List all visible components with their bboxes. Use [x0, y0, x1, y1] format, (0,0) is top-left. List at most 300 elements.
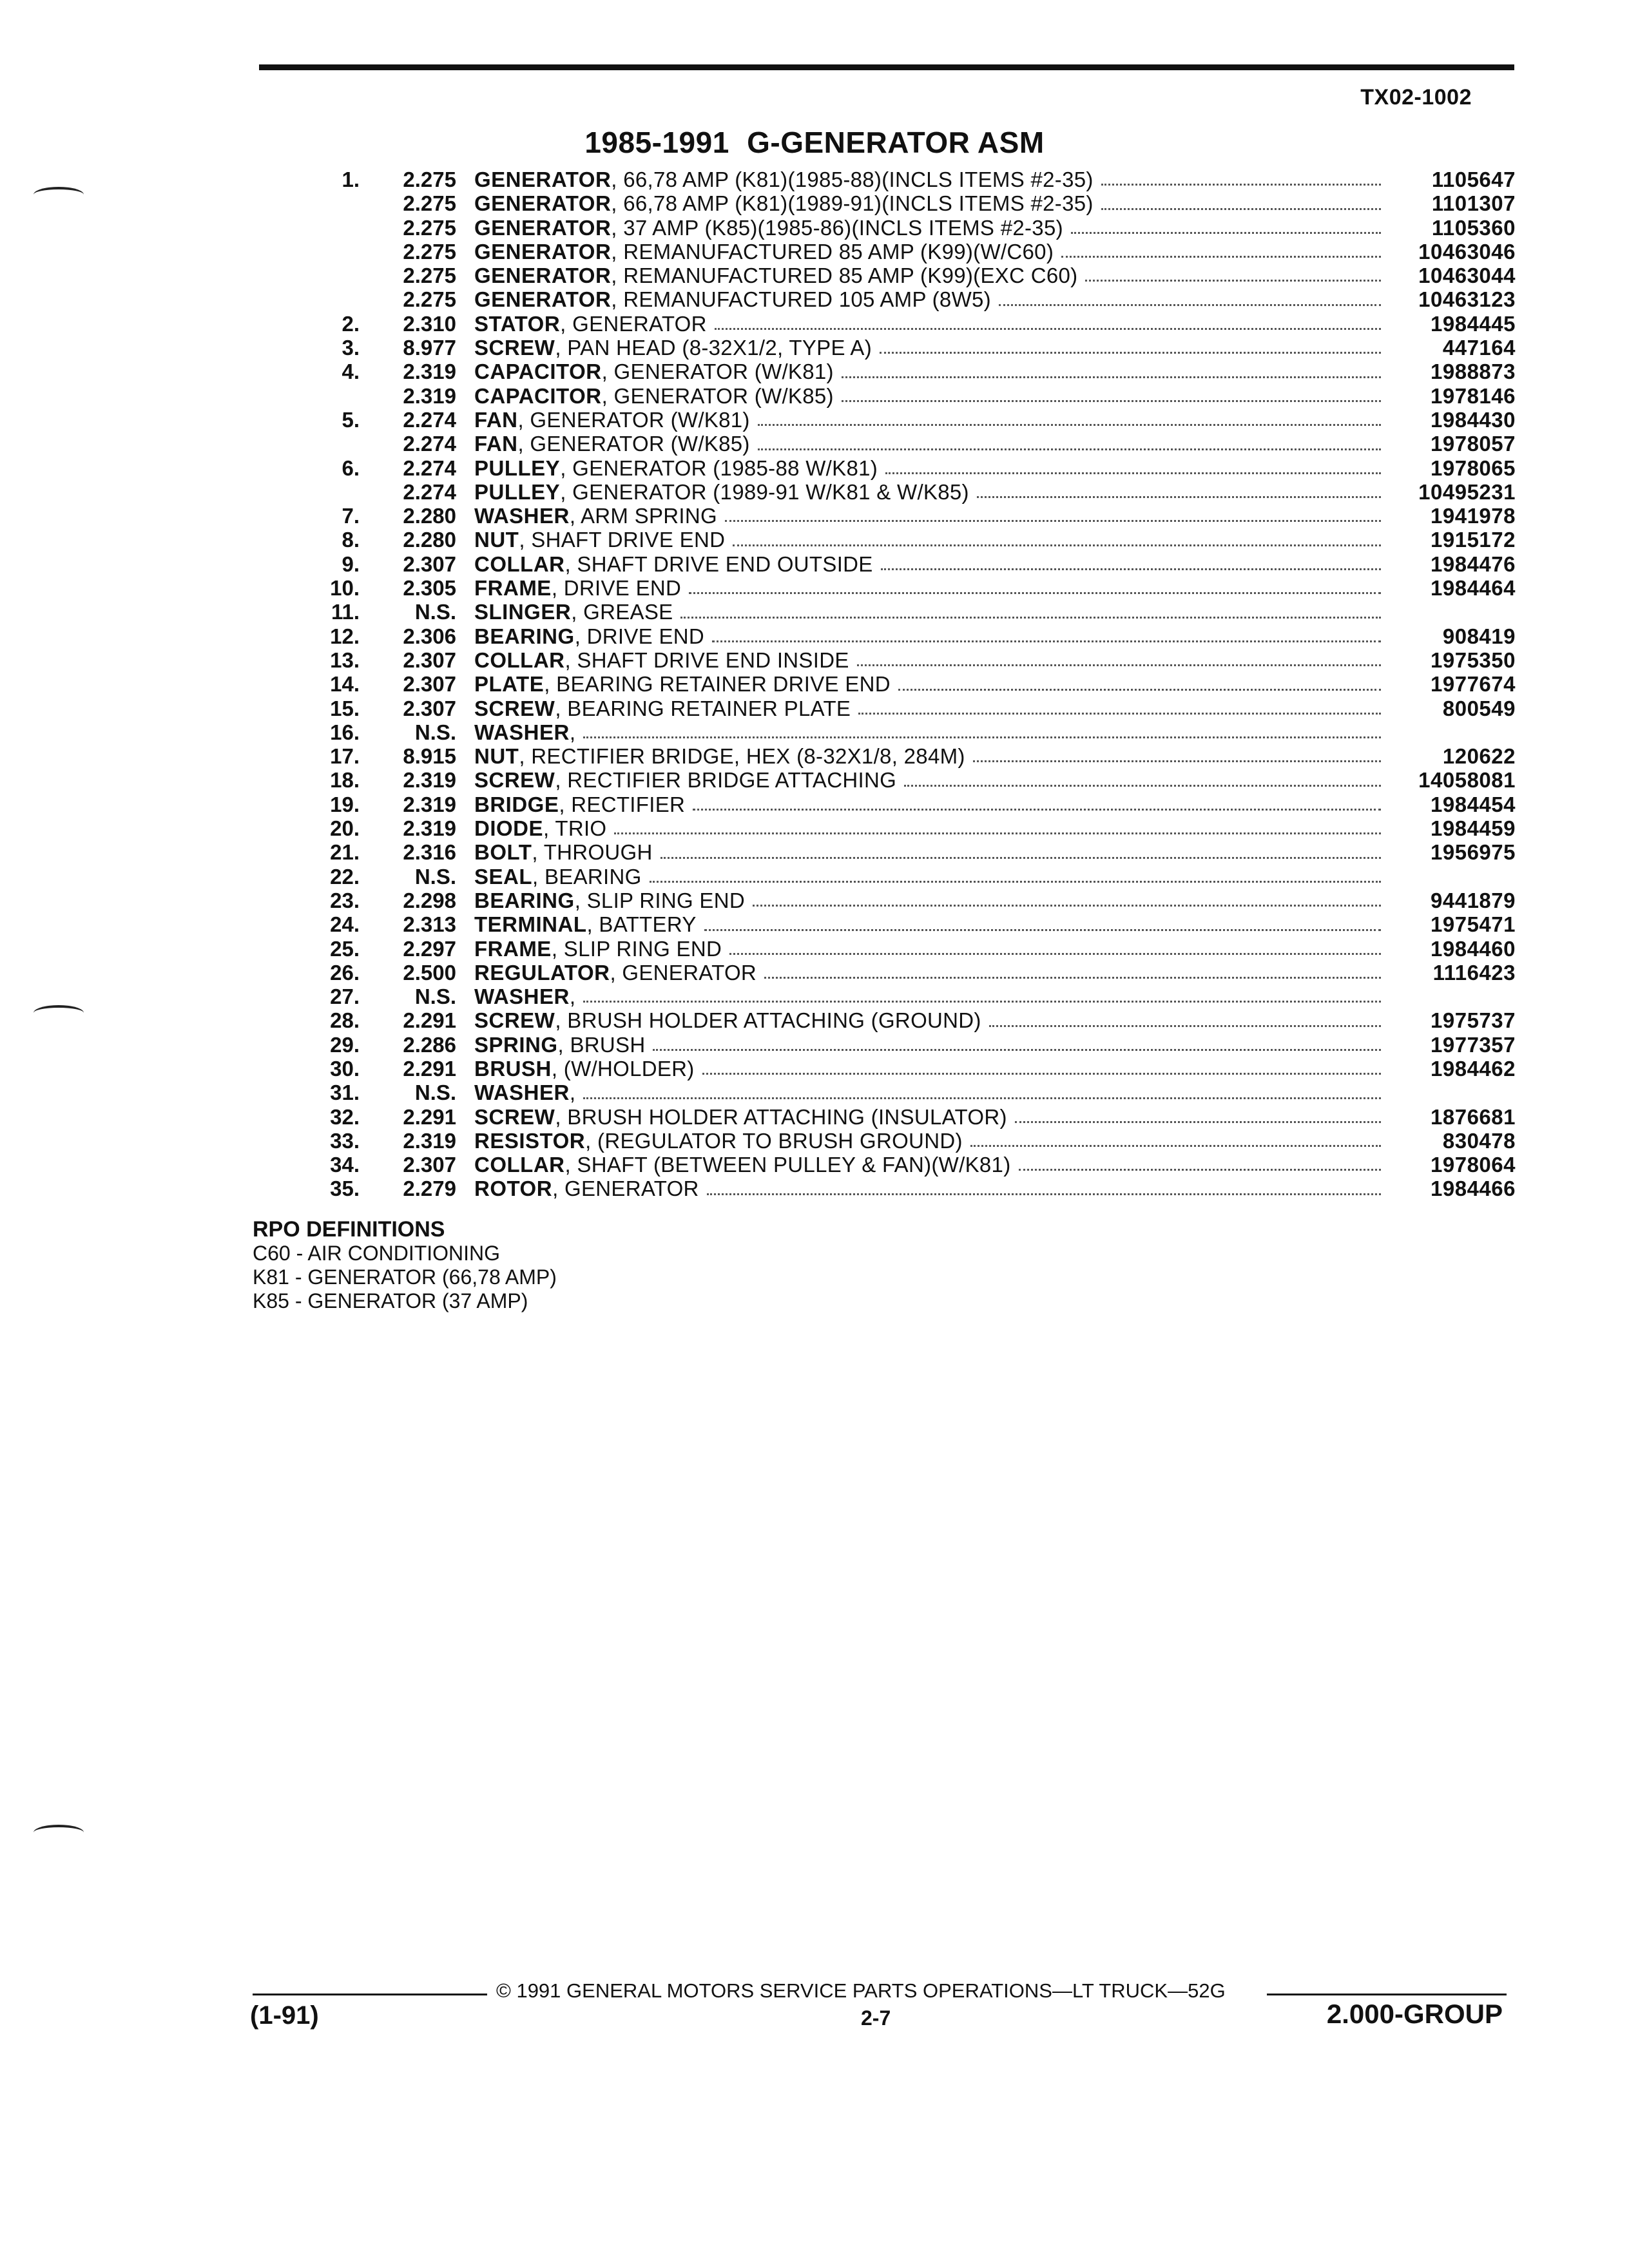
part-number: 9441879 [1431, 888, 1516, 912]
part-row [245, 1008, 1522, 1032]
part-number: 1984454 [1431, 792, 1516, 816]
part-name: SCREW [474, 336, 555, 360]
part-name: WASHER [474, 985, 570, 1009]
item-number: 19. [330, 792, 360, 816]
part-name: TERMINAL [474, 912, 587, 937]
group-number: 2.275 [403, 168, 456, 191]
part-number: 1978064 [1431, 1153, 1516, 1177]
group-number: 8.977 [403, 336, 456, 360]
part-detail: , REMANUFACTURED 85 AMP (K99)(W/C60) [611, 239, 1054, 264]
group-number: 2.274 [403, 432, 456, 456]
leader-dots [1085, 264, 1381, 282]
group-number: 2.307 [403, 696, 456, 720]
group-number: 2.319 [403, 383, 456, 408]
group-number: 2.274 [403, 479, 456, 504]
part-description [474, 552, 1386, 576]
binder-mark [34, 1005, 84, 1021]
item-number: 21. [330, 840, 360, 865]
document-code: TX02-1002 [1360, 85, 1472, 110]
part-row [245, 432, 1522, 456]
group-number: 2.274 [403, 407, 456, 432]
part-number: 1116423 [1432, 960, 1516, 985]
part-description [474, 216, 1386, 240]
part-description [474, 1129, 1386, 1153]
leader-dots [880, 336, 1381, 354]
leader-dots [693, 793, 1381, 811]
part-detail: , GREASE [571, 600, 673, 624]
part-number: 1915172 [1431, 528, 1516, 552]
part-detail: , (REGULATOR TO BRUSH GROUND) [585, 1128, 963, 1153]
part-number: 10463046 [1418, 239, 1516, 264]
item-number: 8. [342, 528, 360, 552]
part-name: BOLT [474, 840, 532, 865]
part-description [474, 768, 1386, 792]
part-description [474, 408, 1386, 432]
item-number: 15. [330, 696, 360, 720]
rpo-heading: RPO DEFINITIONS [253, 1217, 445, 1242]
part-row [245, 408, 1522, 432]
part-row [245, 312, 1522, 336]
part-detail: , 66,78 AMP (K81)(1985-88)(INCLS ITEMS #2-35) [611, 168, 1094, 191]
part-row [245, 697, 1522, 720]
part-name: STATOR [474, 311, 561, 336]
part-name: BEARING [474, 624, 575, 648]
group-number: 2.280 [403, 528, 456, 552]
part-name: GENERATOR [474, 191, 612, 216]
part-description [474, 1081, 1386, 1104]
leader-dots [680, 600, 1381, 618]
part-description [474, 528, 1386, 552]
part-row [245, 191, 1522, 215]
leader-dots [1015, 1105, 1381, 1123]
part-row [245, 600, 1522, 624]
part-row [245, 744, 1522, 768]
part-name: PULLEY [474, 456, 561, 480]
part-detail: , (W/HOLDER) [551, 1056, 695, 1081]
item-number: 27. [330, 985, 360, 1009]
group-number: 2.319 [403, 768, 456, 793]
parts-list [245, 168, 1522, 1201]
part-detail: , RECTIFIER [559, 792, 686, 816]
group-number: 2.274 [403, 456, 456, 480]
part-description [474, 985, 1386, 1008]
leader-dots [1101, 191, 1381, 209]
part-description [474, 1057, 1386, 1081]
part-number: 1977357 [1431, 1032, 1516, 1057]
leader-dots [1101, 168, 1381, 186]
item-number: 30. [330, 1056, 360, 1081]
part-description [474, 1008, 1386, 1032]
part-name: PLATE [474, 672, 545, 697]
part-number: 10463123 [1418, 287, 1516, 312]
part-row [245, 816, 1522, 840]
part-description [474, 889, 1386, 912]
part-description [474, 912, 1386, 936]
group-number: 2.310 [403, 311, 456, 336]
part-description [474, 672, 1386, 696]
part-detail: , DRIVE END [574, 624, 705, 648]
group-number: 2.275 [403, 191, 456, 216]
part-name: SCREW [474, 696, 555, 720]
part-number: 10495231 [1418, 479, 1516, 504]
group-number: 2.319 [403, 360, 456, 384]
part-description [474, 1105, 1386, 1129]
item-number: 29. [330, 1032, 360, 1057]
part-detail: , GENERATOR (W/K81) [601, 360, 834, 384]
group-number: 2.291 [403, 1104, 456, 1129]
part-description [474, 336, 1386, 360]
leader-dots [758, 432, 1381, 450]
group-number: 8.915 [403, 744, 456, 769]
part-row [245, 889, 1522, 912]
leader-dots [729, 937, 1381, 955]
item-number: 9. [342, 552, 360, 576]
page-number: 2-7 [861, 2006, 891, 2030]
leader-dots [583, 720, 1381, 738]
leader-dots [715, 312, 1381, 330]
group-number: 2.275 [403, 264, 456, 288]
item-number: 18. [330, 768, 360, 793]
group-number: 2.319 [403, 1128, 456, 1153]
part-number: 447164 [1442, 336, 1516, 360]
item-number: 34. [330, 1153, 360, 1177]
group-number: 2.307 [403, 1153, 456, 1177]
leader-dots [702, 1057, 1381, 1075]
leader-dots [614, 816, 1381, 834]
part-row [245, 985, 1522, 1008]
item-number: 12. [330, 624, 360, 648]
part-description [474, 264, 1386, 287]
part-description [474, 312, 1386, 336]
part-name: FRAME [474, 576, 552, 601]
part-detail: , SHAFT DRIVE END [519, 528, 726, 552]
part-number: 1978065 [1431, 456, 1516, 480]
part-name: WASHER [474, 1081, 570, 1105]
item-number: 25. [330, 936, 360, 961]
part-detail: , THROUGH [532, 840, 653, 865]
item-number: 17. [330, 744, 360, 769]
item-number: 35. [330, 1177, 360, 1201]
item-number: 31. [330, 1081, 360, 1105]
part-detail: , BRUSH HOLDER ATTACHING (INSULATOR) [555, 1104, 1007, 1129]
copyright-notice: © 1991 GENERAL MOTORS SERVICE PARTS OPERATIONS—LT TRUCK—52G [496, 1979, 1226, 2002]
part-description [474, 648, 1386, 672]
part-name: SCREW [474, 1104, 555, 1129]
part-name: ROTOR [474, 1177, 553, 1201]
part-detail: , 66,78 AMP (K81)(1989-91)(INCLS ITEMS #2-35) [611, 191, 1094, 216]
part-number: 1105647 [1431, 168, 1516, 191]
leader-dots [904, 768, 1381, 786]
item-number: 10. [330, 576, 360, 601]
part-name: FAN [474, 407, 518, 432]
item-number: 14. [330, 672, 360, 697]
part-row [245, 840, 1522, 864]
part-detail: , [569, 1081, 576, 1105]
part-description [474, 816, 1386, 840]
part-number: 14058081 [1418, 768, 1516, 793]
group-number: N.S. [414, 600, 456, 624]
part-description [474, 287, 1386, 311]
item-number: 28. [330, 1008, 360, 1033]
part-detail: , GENERATOR (W/K85) [601, 383, 834, 408]
part-detail: , SHAFT DRIVE END INSIDE [564, 648, 849, 672]
leader-dots [973, 744, 1381, 762]
part-name: GENERATOR [474, 168, 612, 191]
part-detail: , GENERATOR [560, 311, 707, 336]
item-number: 7. [342, 504, 360, 528]
header-rule [259, 64, 1514, 70]
group-number: N.S. [414, 720, 456, 744]
item-number: 24. [330, 912, 360, 937]
part-row [245, 504, 1522, 528]
group-number: 2.500 [403, 960, 456, 985]
item-number: 23. [330, 888, 360, 912]
part-detail: , BATTERY [586, 912, 697, 937]
footer-rule-left [253, 1994, 487, 1995]
group-number: 2.291 [403, 1056, 456, 1081]
part-description [474, 1153, 1386, 1177]
part-detail: , ARM SPRING [569, 504, 717, 528]
group-number: 2.319 [403, 816, 456, 841]
part-number: 1956975 [1431, 840, 1516, 865]
part-number: 1975471 [1431, 912, 1516, 937]
leader-dots [733, 528, 1381, 546]
part-description [474, 600, 1386, 624]
binder-mark [34, 187, 84, 202]
group-number: N.S. [414, 985, 456, 1009]
item-number: 22. [330, 864, 360, 889]
item-number: 33. [330, 1128, 360, 1153]
group-number: 2.307 [403, 672, 456, 697]
part-number: 1978146 [1431, 383, 1516, 408]
part-row [245, 1057, 1522, 1081]
part-number: 1984459 [1431, 816, 1516, 841]
part-row [245, 216, 1522, 240]
part-row [245, 336, 1522, 360]
rpo-item: K81 - GENERATOR (66,78 AMP) [253, 1265, 557, 1289]
part-detail: , DRIVE END [551, 576, 682, 601]
part-row [245, 168, 1522, 191]
part-number: 120622 [1442, 744, 1516, 769]
group-number: 2.275 [403, 287, 456, 312]
leader-dots [712, 624, 1381, 642]
leader-dots [1061, 240, 1381, 258]
leader-dots [857, 648, 1381, 666]
part-row [245, 648, 1522, 672]
part-name: SPRING [474, 1032, 558, 1057]
part-number: 1984464 [1431, 576, 1516, 601]
part-row [245, 1105, 1522, 1129]
part-row [245, 1081, 1522, 1104]
part-row [245, 768, 1522, 792]
part-detail: , GENERATOR (W/K81) [517, 407, 750, 432]
part-description [474, 191, 1386, 215]
part-description [474, 480, 1386, 504]
leader-dots [583, 1081, 1381, 1099]
leader-dots [842, 384, 1381, 402]
part-row [245, 1177, 1522, 1200]
part-description [474, 744, 1386, 768]
part-name: COLLAR [474, 648, 565, 672]
part-detail: , GENERATOR (W/K85) [517, 432, 750, 456]
group-number: 2.279 [403, 1177, 456, 1201]
rpo-definitions [253, 1218, 557, 1313]
revision-date: (1-91) [250, 2001, 319, 2030]
leader-dots [758, 408, 1381, 426]
part-detail: , BRUSH HOLDER ATTACHING (GROUND) [555, 1008, 981, 1033]
part-number: 1105360 [1431, 215, 1516, 240]
part-detail: , SHAFT DRIVE END OUTSIDE [564, 552, 873, 576]
part-row [245, 360, 1522, 383]
part-name: WASHER [474, 720, 570, 744]
leader-dots [764, 961, 1381, 979]
group-number: 2.298 [403, 888, 456, 912]
leader-dots [1071, 216, 1381, 234]
part-description [474, 384, 1386, 408]
leader-dots [842, 360, 1381, 378]
part-description [474, 697, 1386, 720]
part-name: CAPACITOR [474, 360, 602, 384]
part-name: COLLAR [474, 552, 565, 576]
part-row [245, 384, 1522, 408]
leader-dots [977, 480, 1381, 498]
part-name: GENERATOR [474, 264, 612, 288]
part-number: 1984476 [1431, 552, 1516, 576]
group-number: 2.305 [403, 576, 456, 601]
part-row [245, 1033, 1522, 1057]
binder-mark [34, 1825, 84, 1840]
part-detail: , TRIO [543, 816, 607, 841]
part-detail: , BEARING RETAINER DRIVE END [544, 672, 891, 697]
leader-dots [989, 1008, 1381, 1026]
part-detail: , GENERATOR (1985-88 W/K81) [560, 456, 878, 480]
part-name: FAN [474, 432, 518, 456]
part-name: BRUSH [474, 1056, 552, 1081]
part-number: 1984462 [1431, 1056, 1516, 1081]
part-row [245, 1153, 1522, 1177]
part-row [245, 287, 1522, 311]
leader-dots [653, 1033, 1381, 1051]
part-detail: , [569, 720, 576, 744]
part-description [474, 576, 1386, 600]
item-number: 16. [330, 720, 360, 744]
part-name: GENERATOR [474, 239, 612, 264]
rpo-item: C60 - AIR CONDITIONING [253, 1242, 501, 1265]
part-row [245, 793, 1522, 816]
part-name: NUT [474, 528, 519, 552]
leader-dots [970, 1129, 1381, 1147]
group-number: 2.280 [403, 504, 456, 528]
title-years: 1985-1991 [584, 126, 729, 159]
part-description [474, 1177, 1386, 1200]
part-row [245, 240, 1522, 264]
item-number: 11. [331, 600, 360, 624]
part-row [245, 937, 1522, 961]
item-number: 26. [330, 960, 360, 985]
part-detail: , GENERATOR (1989-91 W/K81 & W/K85) [560, 479, 969, 504]
part-number: 1941978 [1431, 504, 1516, 528]
leader-dots [753, 889, 1381, 907]
part-row [245, 672, 1522, 696]
part-name: SCREW [474, 1008, 555, 1033]
part-row [245, 528, 1522, 552]
part-description [474, 168, 1386, 191]
part-name: REGULATOR [474, 960, 610, 985]
part-row [245, 912, 1522, 936]
part-description [474, 840, 1386, 864]
group-number: 2.275 [403, 239, 456, 264]
item-number: 2. [342, 311, 360, 336]
part-name: NUT [474, 744, 519, 769]
part-name: SEAL [474, 864, 533, 889]
item-number: 20. [330, 816, 360, 841]
part-description [474, 360, 1386, 383]
part-number: 908419 [1442, 624, 1516, 648]
footer-rule-right [1267, 1994, 1507, 1995]
part-name: DIODE [474, 816, 544, 841]
part-name: BEARING [474, 888, 575, 912]
part-name: FRAME [474, 936, 552, 961]
part-detail: , 37 AMP (K85)(1985-86)(INCLS ITEMS #2-35) [611, 215, 1063, 240]
part-row [245, 961, 1522, 985]
leader-dots [1019, 1153, 1382, 1171]
part-row [245, 1129, 1522, 1153]
part-detail: , [569, 985, 576, 1009]
group-number: 2.319 [403, 792, 456, 816]
part-row [245, 456, 1522, 480]
item-number: 4. [342, 360, 360, 384]
item-number: 32. [330, 1104, 360, 1129]
part-row [245, 480, 1522, 504]
rpo-item: K85 - GENERATOR (37 AMP) [253, 1289, 528, 1312]
part-detail: , REMANUFACTURED 85 AMP (K99)(EXC C60) [611, 264, 1078, 288]
part-name: RESISTOR [474, 1128, 586, 1153]
part-name: COLLAR [474, 1153, 565, 1177]
leader-dots [704, 912, 1381, 930]
part-row [245, 576, 1522, 600]
part-row [245, 720, 1522, 744]
part-number: 1984460 [1431, 936, 1516, 961]
part-number: 1984445 [1431, 311, 1516, 336]
part-name: WASHER [474, 504, 570, 528]
group-number: N.S. [414, 864, 456, 889]
group-number: 2.275 [403, 215, 456, 240]
part-detail: , BEARING [532, 864, 642, 889]
leader-dots [999, 287, 1381, 305]
leader-dots [885, 456, 1381, 474]
item-number: 3. [342, 336, 360, 360]
part-description [474, 432, 1386, 456]
leader-dots [650, 865, 1381, 883]
leader-dots [858, 697, 1381, 715]
group-label: 2.000-GROUP [1326, 1999, 1503, 2029]
part-number: 1975737 [1431, 1008, 1516, 1033]
part-number: 1988873 [1431, 360, 1516, 384]
group-number: 2.307 [403, 648, 456, 672]
part-row [245, 865, 1522, 889]
part-row [245, 624, 1522, 648]
group-number: 2.297 [403, 936, 456, 961]
group-number: 2.291 [403, 1008, 456, 1033]
part-detail: , GENERATOR [610, 960, 757, 985]
part-description [474, 961, 1386, 985]
leader-dots [898, 672, 1381, 690]
part-number: 1984430 [1431, 407, 1516, 432]
part-row [245, 264, 1522, 287]
item-number: 6. [342, 456, 360, 480]
item-number: 13. [330, 648, 360, 672]
part-detail: , PAN HEAD (8-32X1/2, TYPE A) [555, 336, 872, 360]
